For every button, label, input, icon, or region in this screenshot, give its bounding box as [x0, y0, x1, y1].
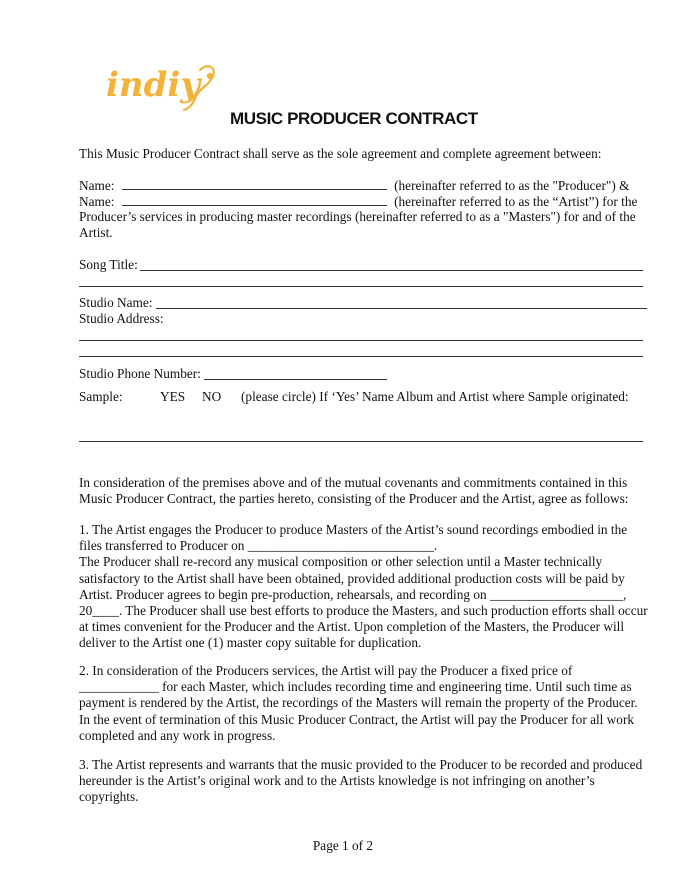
parties-continuation: Producer’s services in producing master recordings (hereinafter referred to as a "Masters") for and of the Artist. — [79, 209, 636, 241]
song-title-label: Song Title: — [79, 257, 138, 272]
producer-name-field[interactable] — [122, 178, 387, 190]
clause-3: 3. The Artist represents and warrants that the music provided to the Producer to be recorded and produced hereunder is the Artist’s original work and to the Artists knowledge is not infringing on another’s copyrights. — [79, 757, 643, 805]
studio-name-label: Studio Name: — [79, 295, 153, 310]
sample-instructions: (please circle) If ‘Yes’ Name Album and Artist where Sample originated: — [241, 389, 629, 404]
producer-name-line — [79, 178, 629, 194]
clause-2 — [79, 663, 651, 744]
consideration-paragraph: In consideration of the premises above and of the mutual covenants and commitments contained in this Music Producer Contract, the parties hereto, consisting of the Producer and the Artist, agree as follows: — [79, 475, 629, 507]
clause-1-part-2: The Producer shall re-record any musical composition or other selection until a Master technically satisfactory to the Artist shall have been obtained, provided additional production costs will be paid by Artist. Producer agrees to begin pre-production, rehearsals, and recording on — [79, 554, 625, 602]
clause-1-part-3: . The Producer shall use best efforts to produce the Masters, and such production efforts shall occur at times convenient for the Producer and the Artist. Upon completion of the Masters, the Producer will deliver to the Artist one (1) master copy suitable for duplication. — [79, 603, 648, 651]
studio-phone-label: Studio Phone Number: — [79, 366, 201, 381]
studio-address-field-line-1[interactable] — [79, 340, 643, 341]
page-number: Page 1 of 2 — [312, 838, 374, 853]
transfer-date-blank[interactable]: ____________________________ — [247, 538, 434, 554]
clause-2-part-1: 2. In consideration of the Producers services, the Artist will pay the Producer a fixed price of — [79, 663, 573, 678]
intro-text: This Music Producer Contract shall serve as the sole agreement and complete agreement between: — [79, 146, 602, 161]
logo-text: indiy — [106, 65, 201, 105]
artist-name-label: Name: — [79, 194, 115, 209]
clause-1 — [79, 522, 651, 652]
artist-name-line — [79, 194, 637, 210]
song-title-field-line-2[interactable] — [79, 286, 643, 287]
studio-address-field-line-2[interactable] — [79, 356, 643, 357]
sample-yes-option[interactable]: YES — [160, 389, 186, 404]
clause-2-part-2: for each Master, which includes recording time and engineering time. Until such time as payment is rendered by the Artist, the recordings of the Masters will remain the property of the Producer. In the event of termination of this Music Producer Contract, the Artist will pay the Producer for all work completed and any work in progress. — [79, 679, 638, 743]
price-blank[interactable]: ____________ — [79, 679, 159, 695]
year-blank[interactable]: ____ — [92, 603, 119, 619]
artist-name-field[interactable] — [122, 194, 387, 206]
indiy-logo — [104, 52, 224, 118]
clause-1-period: . — [433, 538, 438, 554]
sample-no-option[interactable]: NO — [202, 389, 222, 404]
studio-name-field[interactable] — [156, 308, 647, 309]
clause-1-part-1: 1. The Artist engages the Producer to produce Masters of the Artist’s sound recordings embodied in the files transferred to Producer on — [79, 522, 628, 554]
page-title: MUSIC PRODUCER CONTRACT — [230, 109, 478, 128]
producer-name-label: Name: — [79, 178, 115, 193]
earbud-icon — [207, 73, 213, 79]
producer-suffix: (hereinafter referred to as the "Producer") & — [394, 178, 630, 193]
sample-origin-field[interactable] — [79, 441, 643, 442]
studio-phone-field[interactable] — [204, 379, 387, 380]
recording-date-blank[interactable]: ____________________ — [489, 586, 623, 602]
year-prefix: , 20 — [79, 586, 627, 619]
artist-suffix: (hereinafter referred to as the “Artist”) for the — [394, 194, 638, 209]
sample-label: Sample: — [79, 389, 123, 404]
studio-address-label: Studio Address: — [79, 311, 164, 326]
song-title-field[interactable] — [140, 270, 643, 271]
